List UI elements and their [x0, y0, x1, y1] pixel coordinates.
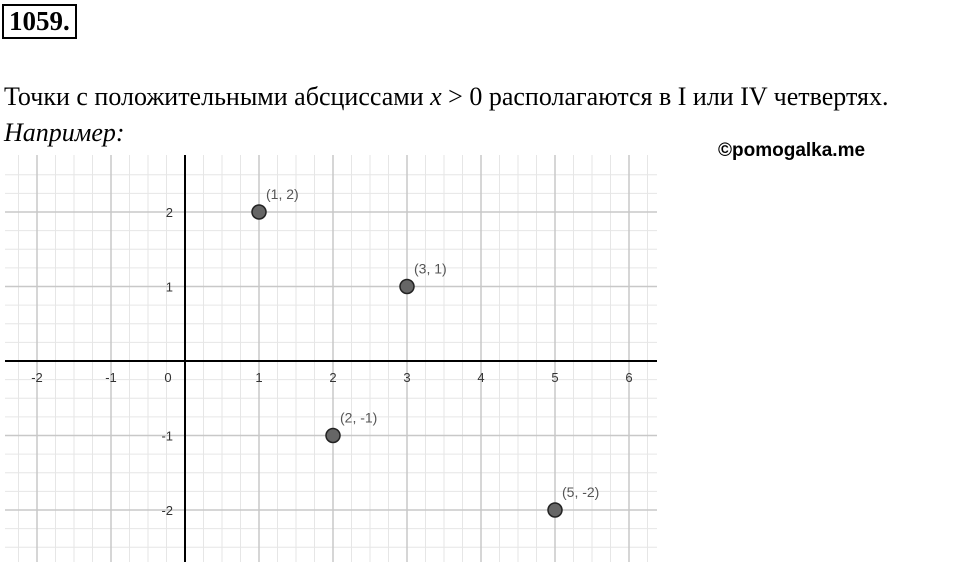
x-tick-label: -1	[105, 370, 117, 385]
major-grid	[5, 155, 657, 562]
y-tick-label: -2	[161, 503, 173, 518]
point-label: (2, -1)	[340, 409, 378, 426]
x-tick-label: 2	[329, 370, 337, 385]
minor-grid	[5, 155, 657, 562]
y-tick-label: 2	[165, 205, 173, 220]
x-tick-label: 1	[255, 370, 263, 385]
data-point	[326, 429, 340, 443]
axes	[5, 155, 657, 562]
statement-part1: Точки с положительными абсциссами	[4, 82, 431, 111]
x-tick-label: -2	[31, 370, 43, 385]
data-point	[252, 205, 266, 219]
watermark: ©pomogalka.me	[718, 140, 866, 161]
y-tick-label: 1	[165, 279, 173, 295]
x-tick-label: 6	[625, 370, 633, 385]
data-point	[400, 280, 414, 294]
x-tick-label: 3	[403, 370, 411, 385]
x-tick-label: 5	[551, 370, 559, 385]
example-label: Например:	[4, 118, 125, 147]
y-tick-label: -1	[161, 428, 173, 444]
data-point	[548, 503, 562, 517]
point-label: (5, -2)	[562, 484, 600, 500]
statement-variable: x	[430, 82, 442, 111]
point-label: (1, 2)	[266, 186, 299, 202]
point-label: (3, 1)	[414, 260, 447, 277]
problem-number: 1059.	[2, 4, 77, 39]
statement-part2: > 0 располагаются в I или IV четвертях.	[441, 82, 889, 111]
x-tick-label: 0	[164, 370, 172, 385]
x-tick-label: 4	[477, 370, 485, 385]
